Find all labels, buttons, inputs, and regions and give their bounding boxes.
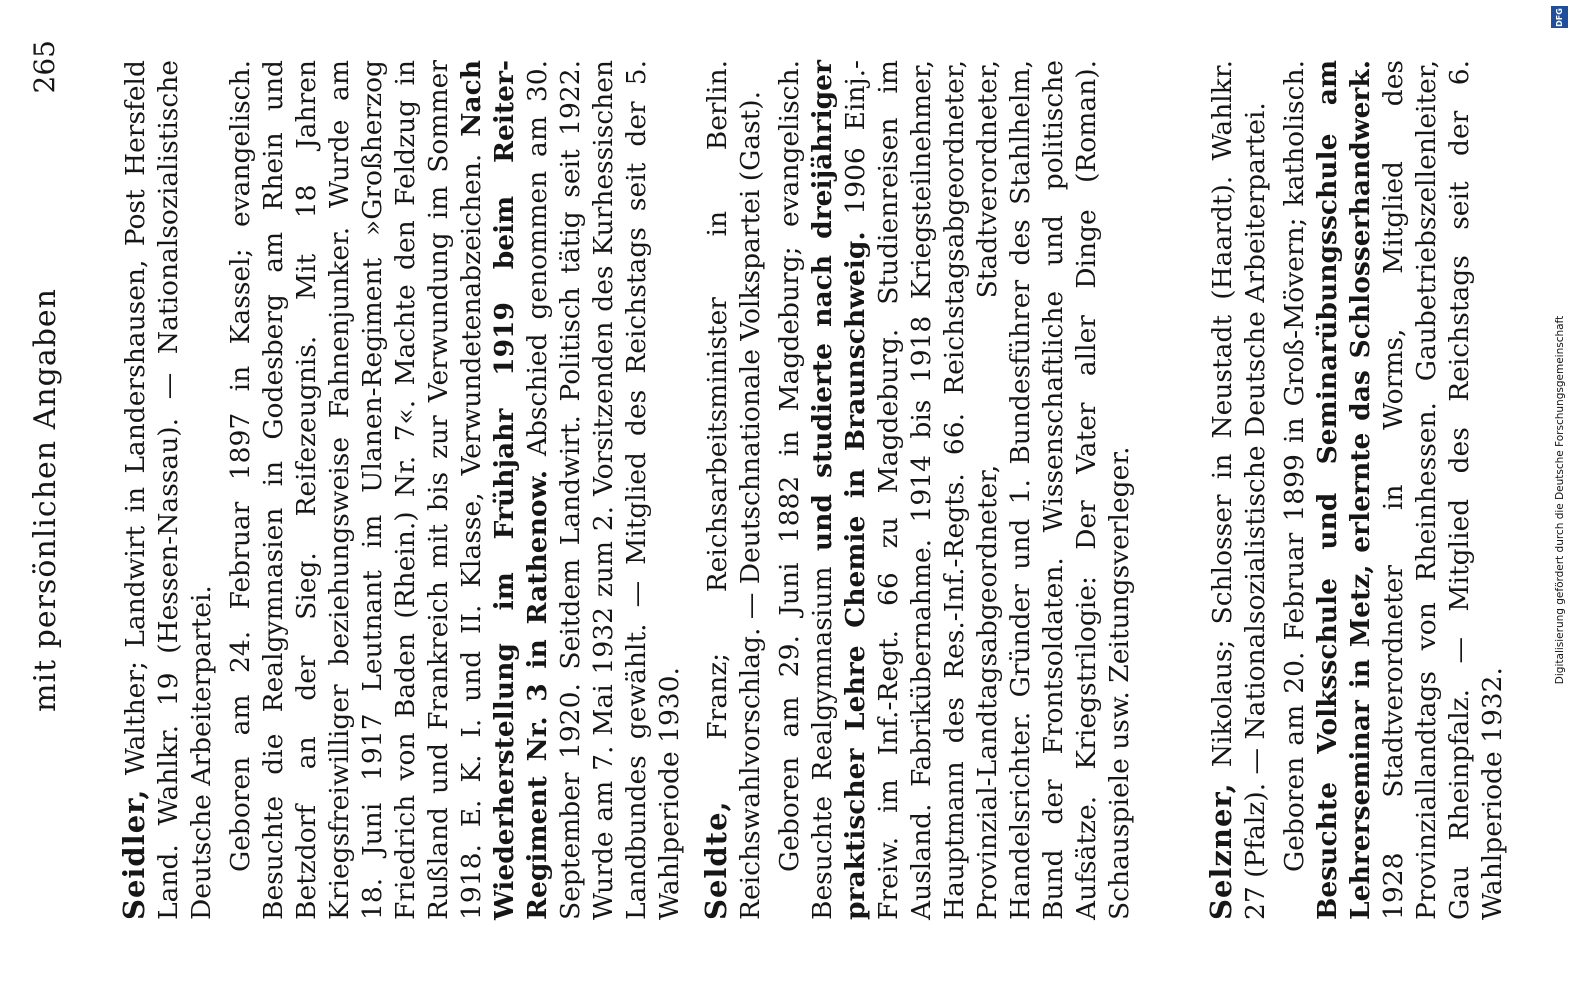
entry-name: Seldte,	[699, 800, 733, 920]
entry-name: Seidler,	[117, 788, 151, 920]
page-header	[28, 40, 88, 960]
entry-body	[1278, 60, 1509, 920]
entry-body	[773, 60, 1136, 920]
entry-intro	[700, 60, 767, 920]
entry-body-bold: Nach Wiederherstellung im Frühjahr 1919 beim Reiter-Regiment Nr. 3 in Rathenow.	[456, 60, 553, 920]
entry-intro	[1205, 60, 1272, 920]
entry-body	[224, 60, 686, 920]
entry-body-text: 1906 Einj.-Freiw. im Inf.-Regt. 66 zu Magdeburg. Studienreisen im Ausland. Fabrikübernahme. 1914 bis 1918 Kriegsteilnehmer, Hauptmann des Res.-Inf.-Regts. 66. Reichstagsabgeordneter, Provinzial-Landtagsabgeordneter, Stadtverordneter, Handelsrichter. Gründer und 1. Bundesführer des Stahlhelm, Bund der Frontsoldaten. Wissenschaftliche und politische Aufsätze. Kriegstrilogie: Der Vater aller Dinge (Roman). Schauspiele usw. Zeitungsverleger.	[840, 60, 1135, 920]
entry-body-text: Abschied genommen am 30. September 1920. Seitdem Landwirt. Politisch tätig seit 1922. Wurde am 7. Mai 1932 zum 2. Vorsitzenden des Kurhessischen Landbundes gewählt. — Mitglied des Reichstags seit der 5. Wahlperiode 1930.	[522, 59, 685, 920]
entry-name: Selzner,	[1204, 782, 1238, 920]
entry-body-text: Geboren am 20. Februar 1899 in Groß-Mövern; katholisch.	[1279, 60, 1310, 872]
entry-body-text: Geboren am 24. Februar 1897 in Kassel; evangelisch. Besuchte die Realgymnasien in Godesberg am Rhein und Betzdorf an der Sieg. Reifezeugnis. Mit 18 Jahren Kriegsfreiwilliger beziehungsweise Fahnenjunker. Wurde am 18. Juni 1917 Leutnant im Ulanen-Regiment »Großherzog Friedrich von Baden (Rhein.) Nr. 7«. Machte den Feldzug in Rußland und Frankreich mit bis zur Verwundung im Sommer 1918. E. K. I. und II. Klasse, Verwundetenabzeichen.	[225, 60, 487, 920]
digitization-footer	[1548, 0, 1572, 1000]
dfg-logo-text: DFG	[1555, 7, 1565, 27]
dfg-logo	[1551, 6, 1568, 28]
entry-body-text: Geboren am 29. Juni 1882 in Magdeburg; evangelisch. Besuchte Realgymnasium	[774, 60, 838, 920]
entry-intro-text: Franz; Reichsarbeitsminister in Berlin. Reichswahlvorschlag. — Deutschnationale Volkspartei (Gast).	[702, 60, 766, 920]
page-number: 265	[28, 40, 61, 94]
digitization-note: Digitalisierung gefördert durch die Deutsche Forschungsgemeinschaft	[1554, 315, 1566, 685]
entry-body-bold: Besuchte Volksschule und Seminarübungsschule am Lehrerseminar in Metz, erlernte das Schlosserhandwerk.	[1312, 60, 1376, 920]
entry-intro-text: Nikolaus; Schlosser in Neustadt (Haardt). Wahlkr. 27 (Pfalz). — Nationalsozialistische Deutsche Arbeiterpartei.	[1207, 60, 1271, 920]
biography-entry-seldte	[700, 60, 1136, 920]
entry-intro-text: Walther; Landwirt in Landershausen, Post Hersfeld Land. Wahlkr. 19 (Hessen-Nassau). — Nationalsozialistische Deutsche Arbeiterpartei.	[120, 60, 217, 920]
entry-intro	[118, 60, 218, 920]
entry-body-bold: und studierte nach dreijähriger praktischer Lehre Chemie in Braunschweig.	[807, 60, 871, 920]
running-head: mit persönlichen Angaben	[28, 288, 63, 712]
entry-body-text: 1928 Stadtverordneter in Worms, Mitglied des Provinziallandtags von Rheinhessen. Gaubetriebszellenleiter, Gau Rheinpfalz. — Mitglied des Reichstags seit der 6. Wahlperiode 1932.	[1378, 60, 1508, 920]
biography-entry-seidler	[118, 60, 686, 920]
biography-entry-selzner	[1205, 60, 1509, 920]
